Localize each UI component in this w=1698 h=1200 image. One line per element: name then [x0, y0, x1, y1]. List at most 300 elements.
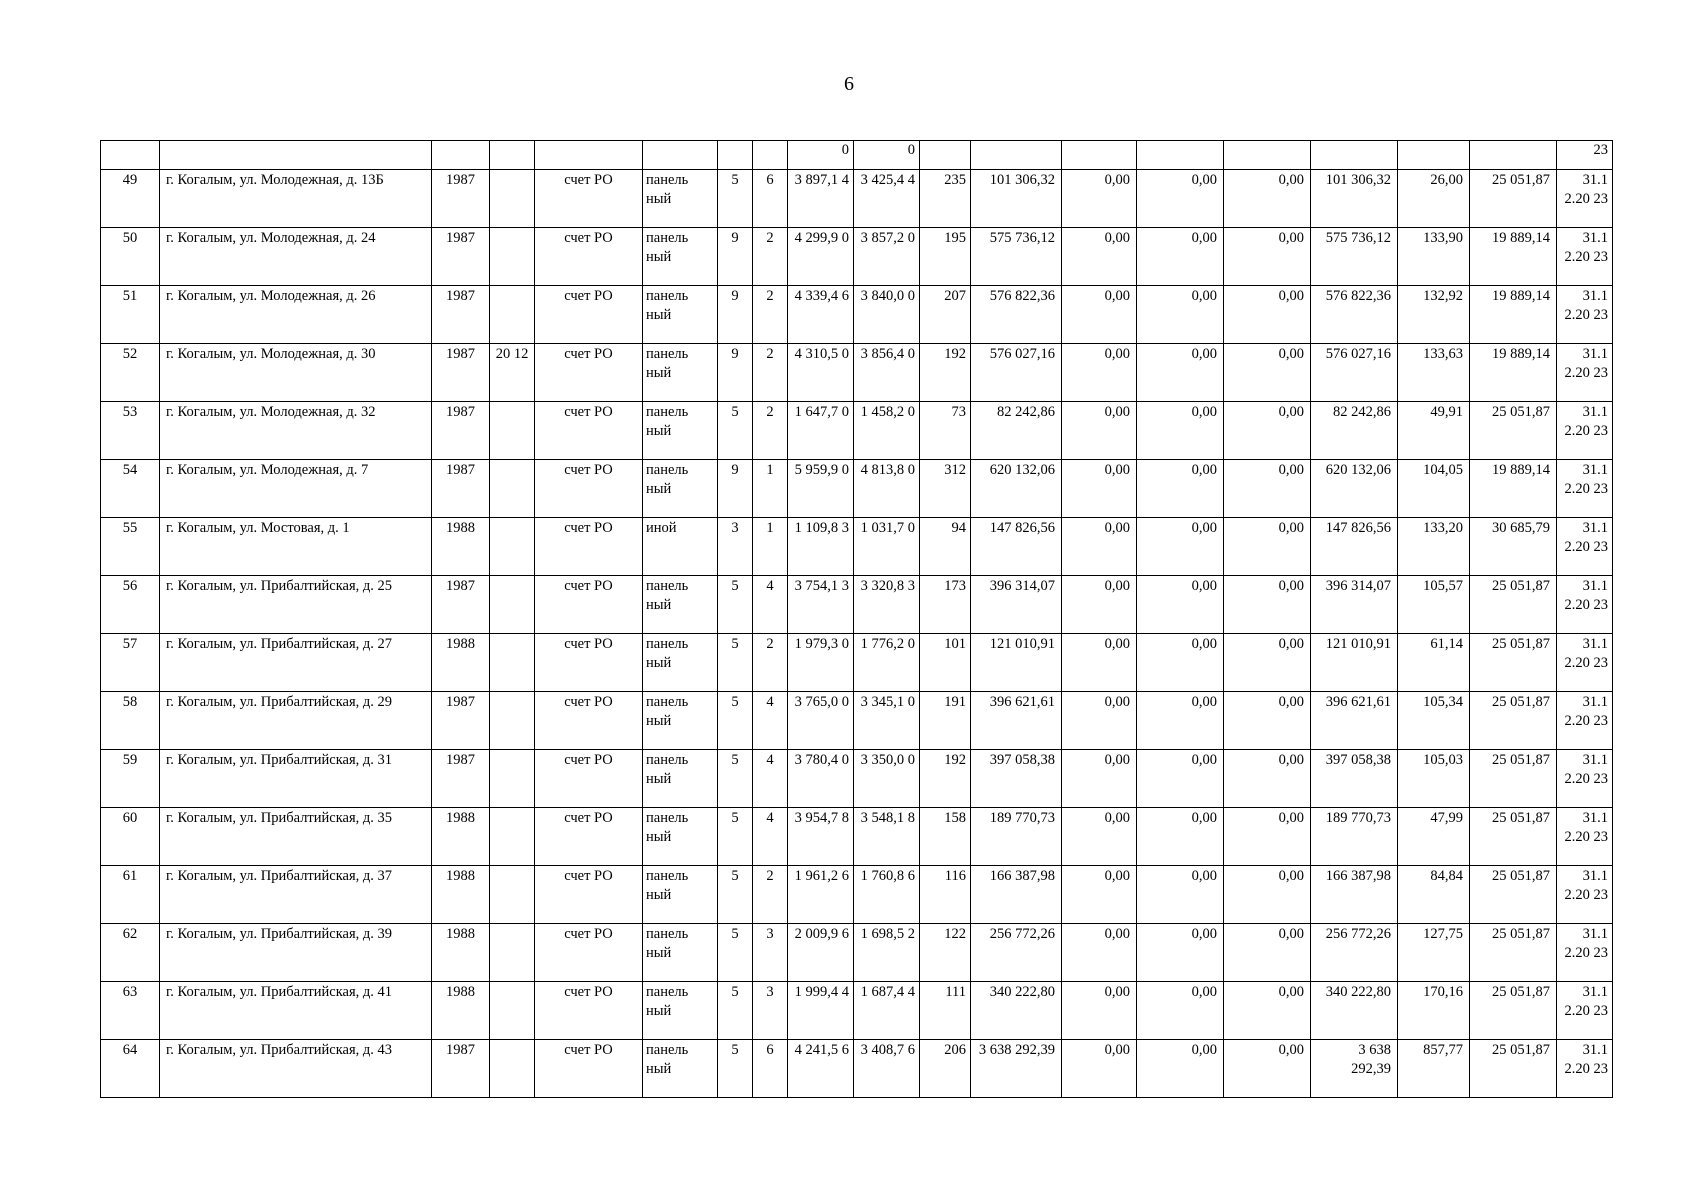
floors-cell: 9 [718, 344, 753, 402]
year-built-cell: 1988 [432, 518, 490, 576]
row-number-cell: 58 [101, 692, 160, 750]
residents-cell: 122 [920, 924, 971, 982]
total-area-cell: 3 780,4 0 [788, 750, 854, 808]
total-area-cell: 4 241,5 6 [788, 1040, 854, 1098]
owners-funds-cell: 189 770,73 [1311, 808, 1398, 866]
cost-per-m2-cell: 105,57 [1398, 576, 1470, 634]
fund-method-cell: счет РО [535, 866, 643, 924]
cost-limit-cell: 19 889,14 [1470, 344, 1557, 402]
entrances-cell: 1 [753, 460, 788, 518]
wall-material-cell: панель ный [643, 344, 718, 402]
total-cost-cell: 147 826,56 [971, 518, 1062, 576]
table-row [101, 808, 1613, 866]
floors-cell: 5 [718, 576, 753, 634]
entrances-cell: 4 [753, 692, 788, 750]
owners-funds-cell [1311, 141, 1398, 170]
residents-cell: 116 [920, 866, 971, 924]
address-cell: г. Когалым, ул. Прибалтийская, д. 29 [160, 692, 432, 750]
total-area-cell: 1 109,8 3 [788, 518, 854, 576]
row-number-cell [101, 141, 160, 170]
deadline-cell: 31.1 2.20 23 [1557, 634, 1613, 692]
total-cost-cell: 3 638 292,39 [971, 1040, 1062, 1098]
total-area-cell: 5 959,9 0 [788, 460, 854, 518]
fund-method-cell [535, 141, 643, 170]
year-overhaul-cell [490, 286, 535, 344]
deadline-cell: 31.1 2.20 23 [1557, 344, 1613, 402]
wall-material-cell: иной [643, 518, 718, 576]
total-cost-cell: 576 822,36 [971, 286, 1062, 344]
deadline-cell: 31.1 2.20 23 [1557, 1040, 1613, 1098]
federal-funds-cell: 0,00 [1062, 866, 1137, 924]
local-funds-cell: 0,00 [1224, 402, 1311, 460]
cost-limit-cell: 25 051,87 [1470, 402, 1557, 460]
living-area-cell: 1 687,4 4 [854, 982, 920, 1040]
total-cost-cell: 121 010,91 [971, 634, 1062, 692]
regional-funds-cell: 0,00 [1137, 344, 1224, 402]
floors-cell: 5 [718, 924, 753, 982]
residents-cell: 158 [920, 808, 971, 866]
address-cell: г. Когалым, ул. Молодежная, д. 32 [160, 402, 432, 460]
owners-funds-cell: 576 027,16 [1311, 344, 1398, 402]
wall-material-cell: панель ный [643, 634, 718, 692]
cost-per-m2-cell: 170,16 [1398, 982, 1470, 1040]
cost-per-m2-cell: 133,90 [1398, 228, 1470, 286]
owners-funds-cell: 396 621,61 [1311, 692, 1398, 750]
year-overhaul-cell [490, 750, 535, 808]
fund-method-cell: счет РО [535, 402, 643, 460]
fund-method-cell: счет РО [535, 518, 643, 576]
wall-material-cell: панель ный [643, 1040, 718, 1098]
floors-cell: 5 [718, 982, 753, 1040]
cost-per-m2-cell: 132,92 [1398, 286, 1470, 344]
deadline-cell: 31.1 2.20 23 [1557, 460, 1613, 518]
total-cost-cell: 189 770,73 [971, 808, 1062, 866]
total-cost-cell: 397 058,38 [971, 750, 1062, 808]
cost-limit-cell: 30 685,79 [1470, 518, 1557, 576]
wall-material-cell: панель ный [643, 866, 718, 924]
address-cell: г. Когалым, ул. Прибалтийская, д. 27 [160, 634, 432, 692]
cost-limit-cell: 25 051,87 [1470, 170, 1557, 228]
living-area-cell: 3 857,2 0 [854, 228, 920, 286]
entrances-cell: 2 [753, 866, 788, 924]
living-area-cell: 3 345,1 0 [854, 692, 920, 750]
residents-cell: 192 [920, 344, 971, 402]
local-funds-cell: 0,00 [1224, 924, 1311, 982]
living-area-cell: 1 458,2 0 [854, 402, 920, 460]
total-area-cell: 1 979,3 0 [788, 634, 854, 692]
owners-funds-cell: 256 772,26 [1311, 924, 1398, 982]
table-row [101, 228, 1613, 286]
total-cost-cell: 166 387,98 [971, 866, 1062, 924]
floors-cell: 9 [718, 228, 753, 286]
cost-limit-cell: 19 889,14 [1470, 286, 1557, 344]
living-area-cell: 3 425,4 4 [854, 170, 920, 228]
regional-funds-cell: 0,00 [1137, 924, 1224, 982]
page-number: 6 [844, 73, 854, 95]
total-cost-cell: 396 314,07 [971, 576, 1062, 634]
living-area-cell: 1 760,8 6 [854, 866, 920, 924]
year-built-cell: 1987 [432, 576, 490, 634]
fund-method-cell: счет РО [535, 344, 643, 402]
row-number-cell: 54 [101, 460, 160, 518]
entrances-cell: 3 [753, 924, 788, 982]
floors-cell: 5 [718, 402, 753, 460]
total-cost-cell: 575 736,12 [971, 228, 1062, 286]
residents-cell: 207 [920, 286, 971, 344]
address-cell: г. Когалым, ул. Прибалтийская, д. 31 [160, 750, 432, 808]
entrances-cell: 4 [753, 576, 788, 634]
fund-method-cell: счет РО [535, 576, 643, 634]
fund-method-cell: счет РО [535, 460, 643, 518]
local-funds-cell: 0,00 [1224, 750, 1311, 808]
row-number-cell: 56 [101, 576, 160, 634]
total-cost-cell: 340 222,80 [971, 982, 1062, 1040]
year-built-cell: 1987 [432, 460, 490, 518]
wall-material-cell: панель ный [643, 808, 718, 866]
living-area-cell: 1 698,5 2 [854, 924, 920, 982]
continuation-row [101, 141, 1613, 170]
year-overhaul-cell: 20 12 [490, 344, 535, 402]
total-cost-cell [971, 141, 1062, 170]
regional-funds-cell: 0,00 [1137, 750, 1224, 808]
living-area-cell: 0 [854, 141, 920, 170]
deadline-cell: 31.1 2.20 23 [1557, 750, 1613, 808]
total-area-cell: 1 999,4 4 [788, 982, 854, 1040]
address-cell: г. Когалым, ул. Прибалтийская, д. 35 [160, 808, 432, 866]
entrances-cell: 3 [753, 982, 788, 1040]
deadline-cell: 31.1 2.20 23 [1557, 924, 1613, 982]
year-built-cell: 1987 [432, 692, 490, 750]
fund-method-cell: счет РО [535, 1040, 643, 1098]
fund-method-cell: счет РО [535, 692, 643, 750]
living-area-cell: 1 776,2 0 [854, 634, 920, 692]
regional-funds-cell: 0,00 [1137, 634, 1224, 692]
owners-funds-cell: 101 306,32 [1311, 170, 1398, 228]
residents-cell: 195 [920, 228, 971, 286]
cost-per-m2-cell: 47,99 [1398, 808, 1470, 866]
owners-funds-cell: 147 826,56 [1311, 518, 1398, 576]
address-cell: г. Когалым, ул. Прибалтийская, д. 25 [160, 576, 432, 634]
fund-method-cell: счет РО [535, 286, 643, 344]
cost-per-m2-cell: 127,75 [1398, 924, 1470, 982]
address-cell: г. Когалым, ул. Прибалтийская, д. 39 [160, 924, 432, 982]
address-cell: г. Когалым, ул. Прибалтийская, д. 41 [160, 982, 432, 1040]
year-built-cell: 1987 [432, 228, 490, 286]
year-overhaul-cell [490, 141, 535, 170]
federal-funds-cell: 0,00 [1062, 402, 1137, 460]
address-cell: г. Когалым, ул. Молодежная, д. 7 [160, 460, 432, 518]
wall-material-cell: панель ный [643, 924, 718, 982]
federal-funds-cell: 0,00 [1062, 518, 1137, 576]
row-number-cell: 55 [101, 518, 160, 576]
wall-material-cell: панель ный [643, 576, 718, 634]
federal-funds-cell: 0,00 [1062, 982, 1137, 1040]
living-area-cell: 3 350,0 0 [854, 750, 920, 808]
regional-funds-cell: 0,00 [1137, 518, 1224, 576]
regional-funds-cell: 0,00 [1137, 228, 1224, 286]
row-number-cell: 50 [101, 228, 160, 286]
cost-per-m2-cell: 104,05 [1398, 460, 1470, 518]
row-number-cell: 57 [101, 634, 160, 692]
year-overhaul-cell [490, 808, 535, 866]
address-cell: г. Когалым, ул. Молодежная, д. 26 [160, 286, 432, 344]
local-funds-cell: 0,00 [1224, 576, 1311, 634]
local-funds-cell: 0,00 [1224, 808, 1311, 866]
total-cost-cell: 101 306,32 [971, 170, 1062, 228]
floors-cell [718, 141, 753, 170]
owners-funds-cell: 166 387,98 [1311, 866, 1398, 924]
table-row [101, 344, 1613, 402]
year-built-cell: 1988 [432, 634, 490, 692]
row-number-cell: 59 [101, 750, 160, 808]
table-row [101, 402, 1613, 460]
living-area-cell: 4 813,8 0 [854, 460, 920, 518]
cost-per-m2-cell: 105,34 [1398, 692, 1470, 750]
regional-funds-cell: 0,00 [1137, 460, 1224, 518]
federal-funds-cell: 0,00 [1062, 170, 1137, 228]
total-area-cell: 4 299,9 0 [788, 228, 854, 286]
wall-material-cell: панель ный [643, 692, 718, 750]
year-built-cell: 1988 [432, 924, 490, 982]
local-funds-cell [1224, 141, 1311, 170]
cost-per-m2-cell: 26,00 [1398, 170, 1470, 228]
floors-cell: 5 [718, 692, 753, 750]
floors-cell: 5 [718, 866, 753, 924]
row-number-cell: 63 [101, 982, 160, 1040]
federal-funds-cell: 0,00 [1062, 460, 1137, 518]
year-built-cell: 1987 [432, 286, 490, 344]
cost-per-m2-cell: 105,03 [1398, 750, 1470, 808]
entrances-cell: 2 [753, 634, 788, 692]
deadline-cell: 31.1 2.20 23 [1557, 518, 1613, 576]
cost-per-m2-cell: 133,20 [1398, 518, 1470, 576]
federal-funds-cell [1062, 141, 1137, 170]
cost-per-m2-cell [1398, 141, 1470, 170]
entrances-cell: 2 [753, 286, 788, 344]
living-area-cell: 3 320,8 3 [854, 576, 920, 634]
total-area-cell: 3 765,0 0 [788, 692, 854, 750]
fund-method-cell: счет РО [535, 750, 643, 808]
regional-funds-cell: 0,00 [1137, 286, 1224, 344]
federal-funds-cell: 0,00 [1062, 692, 1137, 750]
entrances-cell: 1 [753, 518, 788, 576]
cost-limit-cell: 19 889,14 [1470, 460, 1557, 518]
table-row [101, 634, 1613, 692]
cost-limit-cell: 25 051,87 [1470, 924, 1557, 982]
fund-method-cell: счет РО [535, 228, 643, 286]
living-area-cell: 3 840,0 0 [854, 286, 920, 344]
fund-method-cell: счет РО [535, 170, 643, 228]
cost-limit-cell: 25 051,87 [1470, 982, 1557, 1040]
cost-limit-cell: 25 051,87 [1470, 692, 1557, 750]
table-row [101, 750, 1613, 808]
year-overhaul-cell [490, 402, 535, 460]
living-area-cell: 3 856,4 0 [854, 344, 920, 402]
total-area-cell: 1 647,7 0 [788, 402, 854, 460]
total-area-cell: 3 897,1 4 [788, 170, 854, 228]
year-overhaul-cell [490, 460, 535, 518]
floors-cell: 5 [718, 750, 753, 808]
residents-cell: 206 [920, 1040, 971, 1098]
federal-funds-cell: 0,00 [1062, 1040, 1137, 1098]
row-number-cell: 52 [101, 344, 160, 402]
cost-per-m2-cell: 49,91 [1398, 402, 1470, 460]
total-area-cell: 1 961,2 6 [788, 866, 854, 924]
table-row [101, 460, 1613, 518]
total-cost-cell: 82 242,86 [971, 402, 1062, 460]
floors-cell: 5 [718, 634, 753, 692]
regional-funds-cell: 0,00 [1137, 808, 1224, 866]
address-cell: г. Когалым, ул. Молодежная, д. 13Б [160, 170, 432, 228]
year-overhaul-cell [490, 692, 535, 750]
cost-limit-cell: 19 889,14 [1470, 228, 1557, 286]
address-cell: г. Когалым, ул. Молодежная, д. 24 [160, 228, 432, 286]
wall-material-cell: панель ный [643, 286, 718, 344]
table-row [101, 576, 1613, 634]
cost-per-m2-cell: 61,14 [1398, 634, 1470, 692]
floors-cell: 5 [718, 170, 753, 228]
entrances-cell: 6 [753, 170, 788, 228]
residents-cell: 312 [920, 460, 971, 518]
year-built-cell: 1988 [432, 808, 490, 866]
fund-method-cell: счет РО [535, 808, 643, 866]
fund-method-cell: счет РО [535, 924, 643, 982]
table-row [101, 866, 1613, 924]
total-cost-cell: 620 132,06 [971, 460, 1062, 518]
local-funds-cell: 0,00 [1224, 170, 1311, 228]
year-built-cell: 1987 [432, 170, 490, 228]
deadline-cell: 31.1 2.20 23 [1557, 402, 1613, 460]
cost-per-m2-cell: 857,77 [1398, 1040, 1470, 1098]
residents-cell [920, 141, 971, 170]
floors-cell: 5 [718, 1040, 753, 1098]
row-number-cell: 60 [101, 808, 160, 866]
total-cost-cell: 396 621,61 [971, 692, 1062, 750]
row-number-cell: 51 [101, 286, 160, 344]
federal-funds-cell: 0,00 [1062, 576, 1137, 634]
year-overhaul-cell [490, 576, 535, 634]
year-overhaul-cell [490, 982, 535, 1040]
row-number-cell: 53 [101, 402, 160, 460]
total-area-cell: 3 754,1 3 [788, 576, 854, 634]
local-funds-cell: 0,00 [1224, 460, 1311, 518]
federal-funds-cell: 0,00 [1062, 750, 1137, 808]
fund-method-cell: счет РО [535, 634, 643, 692]
regional-funds-cell: 0,00 [1137, 866, 1224, 924]
cost-limit-cell: 25 051,87 [1470, 750, 1557, 808]
total-area-cell: 4 339,4 6 [788, 286, 854, 344]
wall-material-cell: панель ный [643, 170, 718, 228]
year-overhaul-cell [490, 634, 535, 692]
local-funds-cell: 0,00 [1224, 344, 1311, 402]
address-cell: г. Когалым, ул. Прибалтийская, д. 37 [160, 866, 432, 924]
entrances-cell: 4 [753, 750, 788, 808]
local-funds-cell: 0,00 [1224, 692, 1311, 750]
residents-cell: 73 [920, 402, 971, 460]
federal-funds-cell: 0,00 [1062, 808, 1137, 866]
deadline-cell: 31.1 2.20 23 [1557, 170, 1613, 228]
floors-cell: 5 [718, 808, 753, 866]
owners-funds-cell: 576 822,36 [1311, 286, 1398, 344]
year-overhaul-cell [490, 1040, 535, 1098]
year-built-cell [432, 141, 490, 170]
living-area-cell: 3 548,1 8 [854, 808, 920, 866]
local-funds-cell: 0,00 [1224, 1040, 1311, 1098]
local-funds-cell: 0,00 [1224, 286, 1311, 344]
address-cell: г. Когалым, ул. Молодежная, д. 30 [160, 344, 432, 402]
year-built-cell: 1987 [432, 750, 490, 808]
wall-material-cell [643, 141, 718, 170]
table-row [101, 286, 1613, 344]
table-row [101, 692, 1613, 750]
total-area-cell: 0 [788, 141, 854, 170]
year-built-cell: 1987 [432, 402, 490, 460]
local-funds-cell: 0,00 [1224, 228, 1311, 286]
local-funds-cell: 0,00 [1224, 982, 1311, 1040]
federal-funds-cell: 0,00 [1062, 286, 1137, 344]
row-number-cell: 61 [101, 866, 160, 924]
residents-cell: 173 [920, 576, 971, 634]
local-funds-cell: 0,00 [1224, 866, 1311, 924]
entrances-cell [753, 141, 788, 170]
residents-cell: 192 [920, 750, 971, 808]
total-cost-cell: 576 027,16 [971, 344, 1062, 402]
table-row [101, 924, 1613, 982]
owners-funds-cell: 620 132,06 [1311, 460, 1398, 518]
table-row [101, 170, 1613, 228]
federal-funds-cell: 0,00 [1062, 228, 1137, 286]
cost-limit-cell: 25 051,87 [1470, 1040, 1557, 1098]
deadline-cell: 23 [1557, 141, 1613, 170]
year-overhaul-cell [490, 866, 535, 924]
entrances-cell: 6 [753, 1040, 788, 1098]
entrances-cell: 2 [753, 402, 788, 460]
entrances-cell: 2 [753, 344, 788, 402]
cost-limit-cell: 25 051,87 [1470, 634, 1557, 692]
table-row [101, 518, 1613, 576]
residents-cell: 94 [920, 518, 971, 576]
regional-funds-cell [1137, 141, 1224, 170]
overhaul-registry-table [100, 140, 1613, 1098]
cost-limit-cell [1470, 141, 1557, 170]
row-number-cell: 62 [101, 924, 160, 982]
owners-funds-cell: 397 058,38 [1311, 750, 1398, 808]
address-cell: г. Когалым, ул. Мостовая, д. 1 [160, 518, 432, 576]
federal-funds-cell: 0,00 [1062, 344, 1137, 402]
wall-material-cell: панель ный [643, 982, 718, 1040]
cost-per-m2-cell: 84,84 [1398, 866, 1470, 924]
wall-material-cell: панель ный [643, 750, 718, 808]
entrances-cell: 2 [753, 228, 788, 286]
year-built-cell: 1987 [432, 1040, 490, 1098]
owners-funds-cell: 575 736,12 [1311, 228, 1398, 286]
deadline-cell: 31.1 2.20 23 [1557, 286, 1613, 344]
floors-cell: 9 [718, 460, 753, 518]
deadline-cell: 31.1 2.20 23 [1557, 576, 1613, 634]
regional-funds-cell: 0,00 [1137, 692, 1224, 750]
year-overhaul-cell [490, 170, 535, 228]
total-area-cell: 3 954,7 8 [788, 808, 854, 866]
owners-funds-cell: 340 222,80 [1311, 982, 1398, 1040]
residents-cell: 235 [920, 170, 971, 228]
wall-material-cell: панель ный [643, 460, 718, 518]
owners-funds-cell: 82 242,86 [1311, 402, 1398, 460]
cost-per-m2-cell: 133,63 [1398, 344, 1470, 402]
federal-funds-cell: 0,00 [1062, 924, 1137, 982]
deadline-cell: 31.1 2.20 23 [1557, 982, 1613, 1040]
residents-cell: 101 [920, 634, 971, 692]
table-row [101, 982, 1613, 1040]
